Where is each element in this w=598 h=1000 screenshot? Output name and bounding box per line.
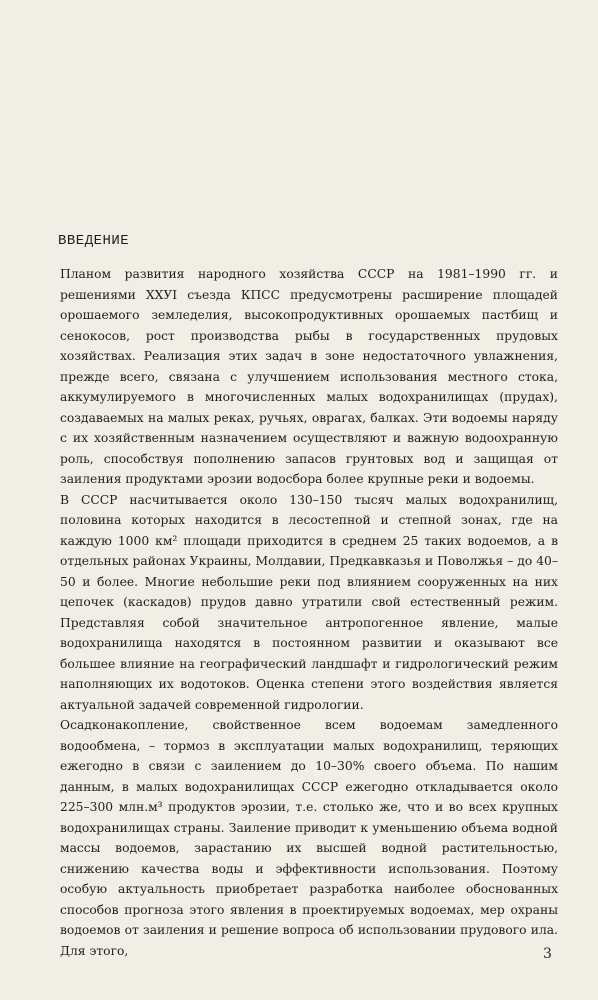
page-number: 3 <box>543 946 552 962</box>
paragraph-3: Осадконакопление, свойственное всем водоемам замедленного водообмена, – тормоз в эксплуатации малых водохранилищ, теряющих ежегодно в связи с заилением до 10–30% своего объема. По нашим данным, в малых водохранилищах СССР ежегодно откладывается около 225–300 млн.м³ продуктов эрозии, т.е. столько же, что и во всех крупных водохранилищах страны. Заиление приводит к уменьшению объема водной массы водоемов, зарастанию их высшей водной растительностью, снижению качества воды и эффективности использования. Поэтому особую актуальность приобретает разработка наиболее обоснованных способов прогноза этого явления в проектируемых водоемах, мер охраны водоемов от заиления и решение вопроса об использовании прудового ила. Для этого, <box>60 718 558 958</box>
paragraph-2: В СССР насчитывается около 130–150 тысяч малых водохранилищ, половина которых находится в лесостепной и степной зонах, где на каждую 1000 км² площади приходится в среднем 25 таких водоемов, а в отдельных районах Украины, Молдавии, Предкавказья и Поволжья – до 40–50 и более. Многие небольшие реки под влиянием сооруженных на них цепочек (каскадов) прудов давно утратили свой естественный режим. Представляя собой значительное антропогенное явление, малые водохранилища находятся в постоянном развитии и оказывают все большее влияние на географический ландшафт и гидрологический режим наполняющих их водотоков. Оценка степени этого воздействия является актуальной задачей современной гидрологии. <box>60 492 558 712</box>
section-heading: ВВЕДЕНИЕ <box>58 233 130 249</box>
paragraph-1: Планом развития народного хозяйства СССР на 1981–1990 гг. и решениями XXУI съезда КПСС предусмотрены расширение площадей орошаемого земледелия, высокопродуктивных орошаемых пастбищ и сенокосов, рост производства рыбы в государственных прудовых хозяйствах. Реализация этих задач в зоне недостаточного увлажнения, прежде всего, связана с улучшением использования местного стока, аккумулируемого в многочисленных малых водохранилищах (прудах), создаваемых на малых реках, ручьях, оврагах, балках. Эти водоемы наряду с их хозяйственным назначением осуществляют и важную водоохранную роль, способствуя пополнению запасов грунтовых вод и защищая от заиления продуктами эрозии водосбора более крупные реки и водоемы. <box>60 267 558 486</box>
body-text <box>60 264 558 961</box>
